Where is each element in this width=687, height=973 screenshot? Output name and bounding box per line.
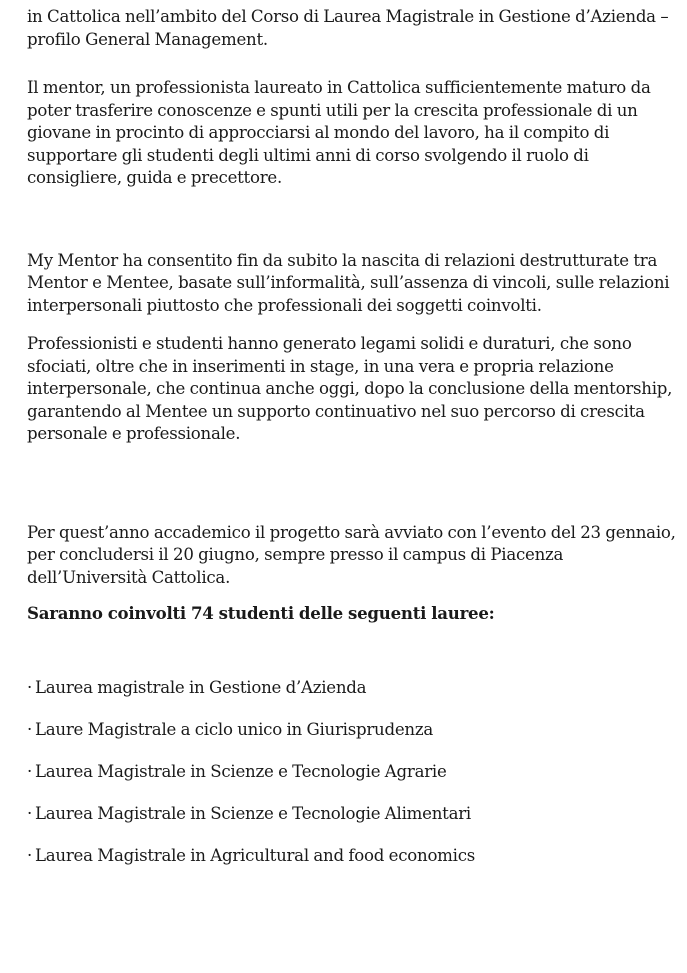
paragraph-relationships: My Mentor ha consentito fin da subito la nascita di relazioni destrutturate tra Mentor e Mentee, basate sull’informalità, sull’assenza di vincoli, sulle relazioni interpersonali piuttosto che professionali dei soggetti coinvolti. bbox=[27, 250, 670, 315]
degree-list-item bbox=[27, 803, 677, 826]
bullet-dot: · bbox=[27, 761, 33, 781]
degree-list-item bbox=[27, 761, 677, 784]
degree-label: Laurea magistrale in Gestione d’Azienda bbox=[35, 677, 367, 697]
degree-label: Laure Magistrale a ciclo unico in Giurisprudenza bbox=[35, 719, 434, 739]
bullet-dot: · bbox=[27, 677, 33, 697]
paragraph-bonds: Professionisti e studenti hanno generato legami solidi e duraturi, che sono sfociati, oltre che in inserimenti in stage, in una vera e propria relazione interpersonale, che continua anche oggi, dopo la conclusione della mentorship, garantendo al Mentee un supporto continuativo nel suo percorso di crescita personale e professionale. bbox=[27, 334, 673, 443]
paragraph-mentor-role: Il mentor, un professionista laureato in Cattolica sufficientemente maturo da poter trasferire conoscenze e spunti utili per la crescita professionale di un giovane in procinto di approcciarsi al mondo del lavoro, ha il compito di supportare gli studenti degli ultimi anni di corso svolgendo il ruolo di consigliere, guida e precettore. bbox=[27, 78, 651, 187]
degree-list-item bbox=[27, 677, 677, 700]
degree-label: Laurea Magistrale in Scienze e Tecnologie Agrarie bbox=[35, 761, 447, 781]
article-body bbox=[27, 0, 677, 887]
paragraph-schedule: Per quest’anno accademico il progetto sarà avviato con l’evento del 23 gennaio, per concludersi il 20 giugno, sempre presso il campus di Piacenza dell’Università Cattolica. bbox=[27, 522, 676, 587]
paragraph-lead-bold: Saranno coinvolti 74 studenti delle seguenti lauree: bbox=[27, 603, 495, 623]
bullet-dot: · bbox=[27, 803, 33, 823]
degree-list-item bbox=[27, 845, 677, 868]
degree-list bbox=[27, 677, 677, 868]
degree-list-item bbox=[27, 719, 677, 742]
bullet-dot: · bbox=[27, 719, 33, 739]
degree-label: Laurea Magistrale in Agricultural and food economics bbox=[35, 845, 476, 865]
bullet-dot: · bbox=[27, 845, 33, 865]
degree-label: Laurea Magistrale in Scienze e Tecnologie Alimentari bbox=[35, 803, 471, 823]
paragraph-intro: in Cattolica nell’ambito del Corso di Laurea Magistrale in Gestione d’Azienda – profilo General Management. bbox=[27, 7, 669, 49]
